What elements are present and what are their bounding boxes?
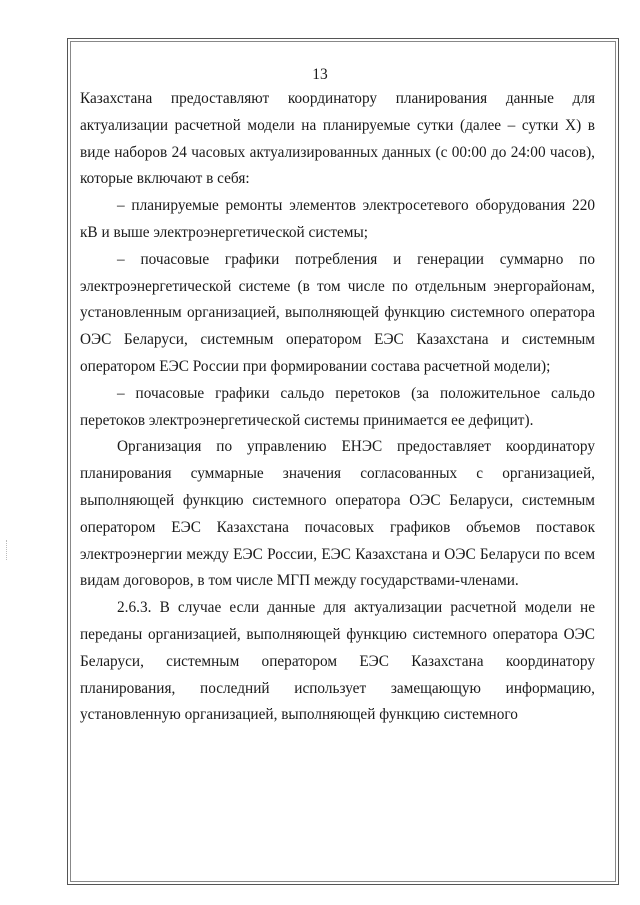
page-number: 13 xyxy=(312,66,328,83)
scan-margin-mark xyxy=(6,540,8,560)
paragraph-enes-organization: Организация по управлению ЕНЭС предоставляет координатору планирования суммарные значения согласованных с организацией, выполняющей функцию системного оператора ОЭС Беларуси, системным оператором ЕЭС Казахстана почасовых графиков объемов поставок электроэнергии между ЕЭС России, ЕЭС Казахстана и ОЭС Беларуси по всем видам договоров, в том числе МГП между государствами-членами. xyxy=(80,438,595,590)
list-item-consumption-schedules: – почасовые графики потребления и генерации суммарно по электроэнергетической системе (в том числе по отдельным энергорайонам, установленным организацией, выполняющей функцию системного оператора ОЭС Беларуси, системным оператором ЕЭС Казахстана и системным оператором ЕЭС России при формировании состава расчетной модели); xyxy=(80,250,595,375)
list-item-balance-flows: – почасовые графики сальдо перетоков (за положительное сальдо перетоков электроэнергетической системы принимается ее дефицит). xyxy=(80,384,595,429)
paragraph-continuation: Казахстана предоставляют координатору планирования данные для актуализации расчетной модели на планируемые сутки (далее – сутки X) в виде наборов 24 часовых актуализированных данных (с 00:00 до 24:00 часов), которые включают в себя: xyxy=(80,90,595,188)
document-body xyxy=(80,86,595,729)
list-item-repairs: – планируемые ремонты элементов электросетевого оборудования 220 кВ и выше электроэнергетической системы; xyxy=(80,197,595,241)
paragraph-section-2-6-3: 2.6.3. В случае если данные для актуализации расчетной модели не переданы организацией, выполняющей функцию системного оператора ОЭС Беларуси, системным оператором ЕЭС Казахстана координатору планирования, последний использует замещающую информацию, установленную организацией, выполняющей функцию системного xyxy=(80,599,595,724)
